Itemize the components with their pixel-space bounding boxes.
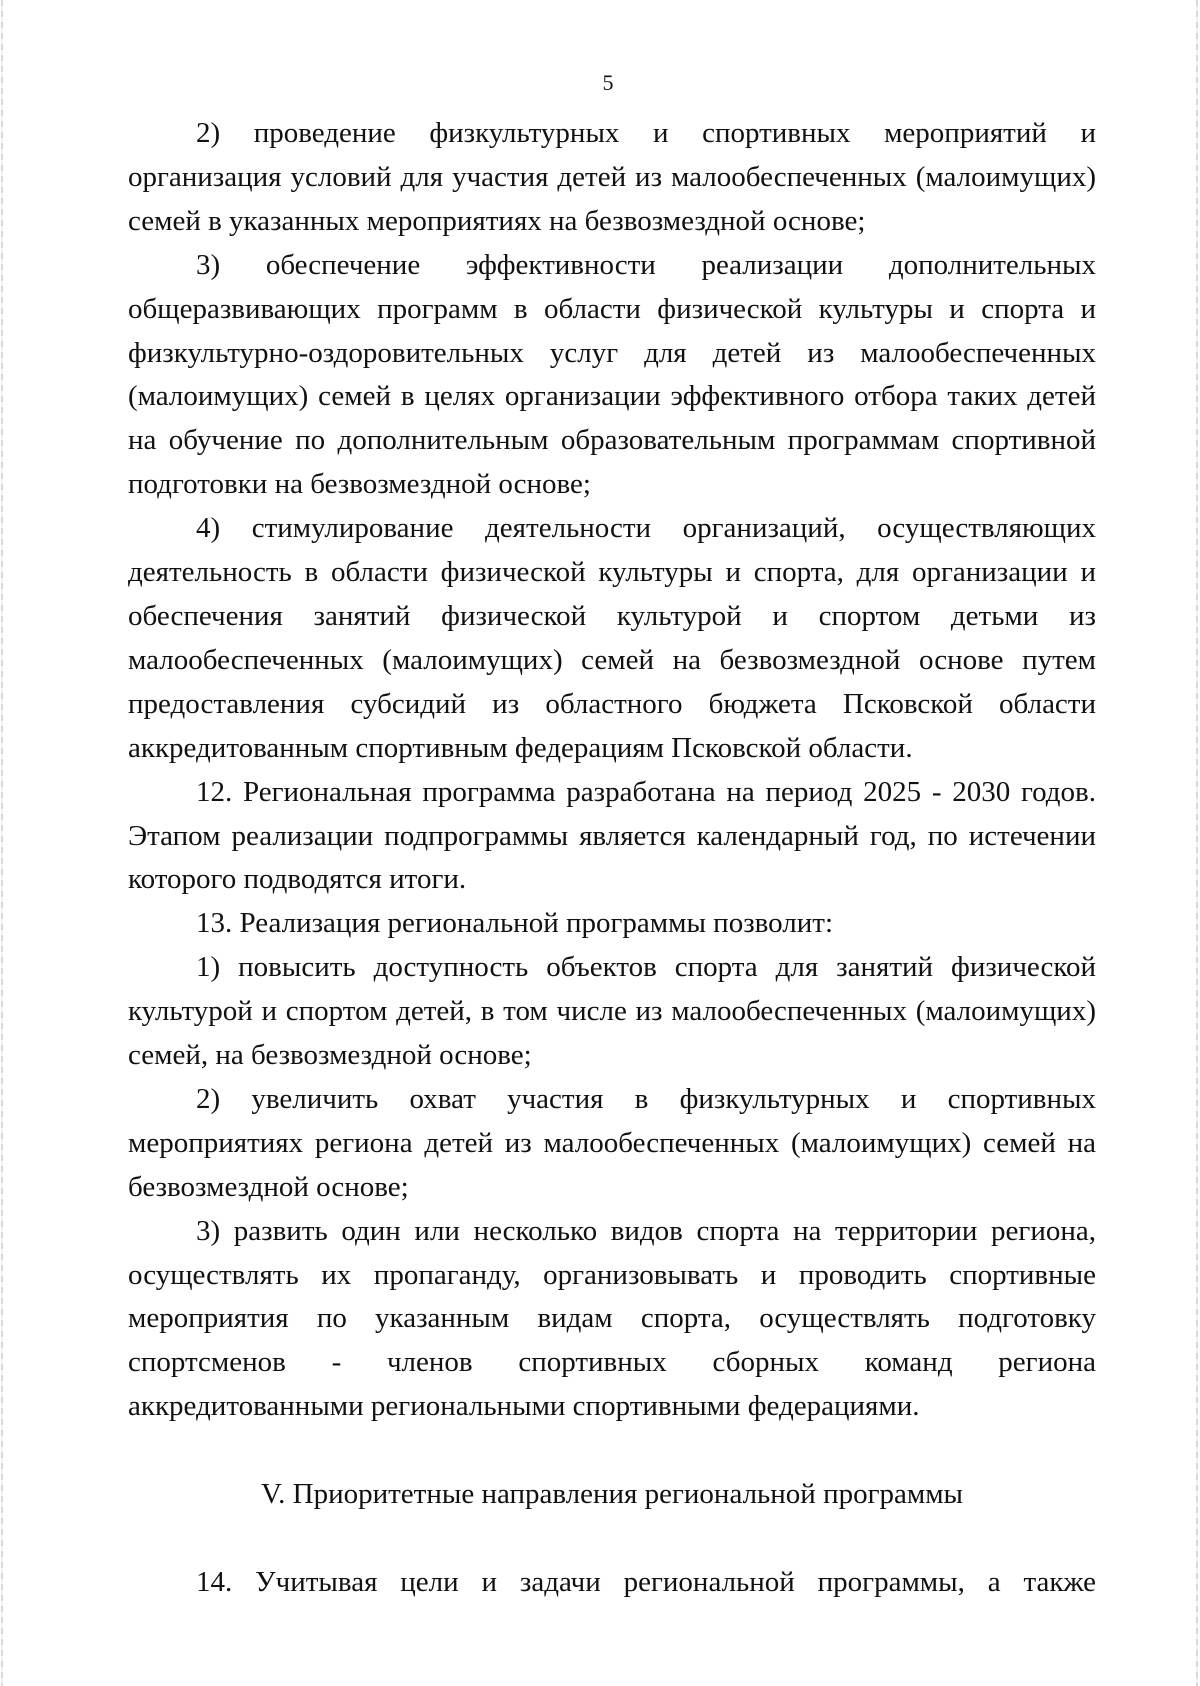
section-heading: V. Приоритетные направления региональной программы <box>260 1478 964 1511</box>
paragraph-result-2: 2) увеличить охват участия в физкультурных и спортивных мероприятиях региона детей из малообеспеченных (малоимущих) семей на безвозмездной основе; <box>128 1082 1096 1203</box>
paragraph-item-3: 3) обеспечение эффективности реализации дополнительных общеразвивающих программ в области физической культуры и спорта и физкультурно-оздоровительных услуг для детей из малообеспеченных (малоимущих) семей в целях организации эффективного отбора таких детей на обучение по дополнительным образовательным программам спортивной подготовки на безвозмездной основе; <box>128 248 1096 501</box>
page-number: 5 <box>602 70 614 95</box>
paragraph-result-1: 1) повысить доступность объектов спорта для занятий физической культурой и спортом детей, в том числе из малообеспеченных (малоимущих) семей, на безвозмездной основе; <box>128 951 1096 1072</box>
scan-edge-left <box>1 0 3 1686</box>
paragraph-clause-13: 13. Реализация региональной программы позволит: <box>196 907 833 940</box>
scan-edge-right <box>1196 0 1198 1686</box>
paragraph-item-4: 4) стимулирование деятельности организаций, осуществляющих деятельность в области физической культуры и спорта, для организации и обеспечения занятий физической культурой и спортом детьми из малообеспеченных (малоимущих) семей на безвозмездной основе путем предоставления субсидий из областного бюджета Псковской области аккредитованным спортивным федерациям Псковской области. <box>128 512 1096 764</box>
paragraph-clause-12: 12. Региональная программа разработана на период 2025 - 2030 годов. Этапом реализации подпрограммы является календарный год, по истечении которого подводятся итоги. <box>128 775 1096 896</box>
paragraph-item-2: 2) проведение физкультурных и спортивных мероприятий и организация условий для участия детей из малообеспеченных (малоимущих) семей в указанных мероприятиях на безвозмездной основе; <box>128 117 1096 237</box>
document-body <box>128 112 1096 1605</box>
paragraph-clause-14: 14. Учитывая цели и задачи региональной программы, а также <box>196 1566 1096 1599</box>
paragraph-result-3: 3) развить один или несколько видов спорта на территории региона, осуществлять их пропаганду, организовывать и проводить спортивные мероприятия по указанным видам спорта, осуществлять подготовку спортсменов - членов спортивных сборных команд региона аккредитованными региональными спортивными федерациями. <box>128 1214 1096 1423</box>
